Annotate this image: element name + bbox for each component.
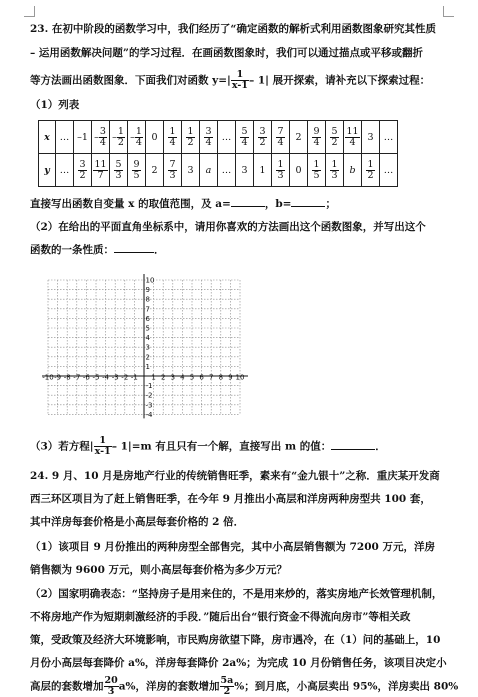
- q23-part2-b: 函数的一条性质： ．: [30, 244, 165, 256]
- table-x-cell: …: [218, 121, 236, 154]
- q24-p2-c: 策，受政策及经济大环境影响，市民购房欲望下降，房市遇冷，在（1）问的基础上，10: [30, 634, 441, 646]
- y-tick-label: -4: [145, 410, 153, 419]
- y-tick-label: 10: [145, 276, 155, 285]
- y-tick-label: 6: [145, 314, 150, 323]
- x-tick-label: 10: [235, 373, 245, 382]
- table-y-cell: a: [200, 154, 218, 187]
- y-tick-label: 4: [145, 334, 150, 343]
- x-tick-label: -9: [54, 373, 62, 382]
- table-y-cell: $\frac{1}{5}$: [308, 154, 326, 187]
- y-tick-label: 3: [145, 343, 150, 352]
- q24-line3: 其中洋房每套价格是小高层每套价格的 2 倍．: [30, 516, 245, 528]
- q23-line2: – 运用函数解决问题”的学习过程．在画函数图象时，我们可以通过描点或平移或翻折: [30, 47, 423, 59]
- x-tick-label: 8: [218, 373, 224, 382]
- q23-part3: （3）若方程| $\frac{1}{x-1}$ – 1|=m 有且只有一个解，直接写出 m 的值： ．: [30, 435, 386, 457]
- table-x-cell: $\frac{9}{4}$: [308, 121, 326, 154]
- x-tick-label: -10: [42, 373, 54, 382]
- x-tick-label: -8: [63, 373, 71, 382]
- table-y-cell: $\frac{1}{2}$: [362, 154, 380, 187]
- table-y-label: y: [39, 154, 56, 187]
- q24-line2: 西三环区项目为了赶上销售旺季，在今年 9 月推出小高层和洋房两种房型共 100 套，: [30, 493, 431, 505]
- x-tick-label: 6: [199, 373, 204, 382]
- table-x-cell: $\frac{11}{4}$: [344, 121, 362, 154]
- x-tick-label: -2: [121, 373, 129, 382]
- table-x-cell: 2: [290, 121, 308, 154]
- corner-mark-right: [443, 6, 454, 17]
- table-x-cell: …: [380, 121, 398, 154]
- x-tick-label: -1: [130, 373, 138, 382]
- coordinate-grid: [36, 270, 276, 430]
- y-tick-label: -2: [145, 391, 153, 400]
- table-y-cell: 2: [146, 154, 164, 187]
- table-y-cell: b: [344, 154, 362, 187]
- q23-part2-a: （2）在给出的平面直角坐标系中，请用你喜欢的方法画出这个函数图象，并写出这个: [30, 221, 426, 233]
- table-y-cell: $\frac{7}{3}$: [164, 154, 182, 187]
- answer-blank-m[interactable]: [331, 439, 375, 450]
- q24-p2-b: 不将房地产作为短期刺激经济的手段．”随后出台“银行资金不得流向房市”等相关政: [30, 611, 411, 623]
- y-tick-label: 5: [145, 324, 150, 333]
- table-y-cell: …: [380, 154, 398, 187]
- q24-p2-d: 月份小高层每套降价 a%，洋房每套降价 2a%；为完成 10 月份销售任务，该项目决定小: [30, 657, 447, 669]
- table-y-cell: 1: [254, 154, 272, 187]
- table-y-cell: $\frac{11}{7}$: [92, 154, 110, 187]
- q23-line1: 23. 在初中阶段的函数学习中，我们经历了“确定函数的解析式利用函数图象研究其性质: [30, 23, 436, 35]
- table-y-cell: 3: [236, 154, 254, 187]
- table-y-cell: $\frac{1}{3}$: [272, 154, 290, 187]
- table-x-cell: $\frac{1}{2}$: [182, 121, 200, 154]
- table-x-cell: 0: [146, 121, 164, 154]
- table-y-cell: $\frac{3}{2}$: [74, 154, 92, 187]
- table-x-cell: – $\frac{1}{2}$: [110, 121, 128, 154]
- table-y-cell: 3: [182, 154, 200, 187]
- x-tick-label: -6: [82, 373, 90, 382]
- x-tick-label: 4: [180, 373, 185, 382]
- y-tick-label: -1: [145, 382, 153, 391]
- x-tick-label: 9: [228, 373, 233, 382]
- y-tick-label: 9: [145, 286, 150, 295]
- table-x-cell: $\frac{5}{4}$: [236, 121, 254, 154]
- x-tick-label: -4: [102, 373, 110, 382]
- table-x-cell: $\frac{3}{2}$: [254, 121, 272, 154]
- y-tick-label: 7: [145, 305, 150, 314]
- corner-mark-left: [24, 6, 35, 17]
- table-x-cell: – $\frac{1}{4}$: [128, 121, 146, 154]
- y-tick-label: -3: [145, 401, 153, 410]
- x-tick-label: 5: [189, 373, 195, 382]
- table-y-cell: …: [218, 154, 236, 187]
- y-tick-label: 8: [145, 295, 150, 304]
- y-tick-label: 1: [145, 362, 150, 371]
- x-tick-label: -7: [73, 373, 81, 382]
- q24-p2-e: 高层的套数增加 $\frac{20}{3}$ a%，洋房的套数增加 $\frac{5a}{2}$ %；到月底，小高层卖出 95%，洋房卖出 80%: [30, 675, 459, 697]
- table-x-cell: –1: [74, 121, 92, 154]
- table-x-cell: …: [56, 121, 74, 154]
- answer-blank-property[interactable]: [114, 242, 154, 253]
- table-y-cell: $\frac{1}{3}$: [326, 154, 344, 187]
- table-x-cell: – $\frac{3}{4}$: [92, 121, 110, 154]
- table-x-cell: $\frac{3}{4}$: [200, 121, 218, 154]
- answer-blank-b[interactable]: [291, 196, 325, 207]
- q24-p1-b: 销售额为 9600 万元，则小高层每套价格为多少万元？: [30, 564, 288, 576]
- x-tick-label: 7: [208, 373, 214, 382]
- table-y-cell: $\frac{5}{3}$: [110, 154, 128, 187]
- table-y-cell: …: [56, 154, 74, 187]
- x-tick-label: 2: [160, 373, 166, 382]
- table-y-cell: $\frac{9}{5}$: [128, 154, 146, 187]
- table-x-cell: 3: [362, 121, 380, 154]
- answer-blank-a[interactable]: [231, 196, 265, 207]
- q24-line1: 24. 9 月、10 月是房地产行业的传统销售旺季，素来有“金九银十”之称．重庆某开发商: [30, 470, 440, 482]
- x-tick-label: -3: [111, 373, 119, 382]
- table-y-cell: 0: [290, 154, 308, 187]
- y-tick-label: 2: [145, 353, 150, 362]
- q23-line3: 等方法画出函数图象．下面我们对函数 y=| $\frac{1}{x-1}$ – 1| 展开探索，请补充以下探索过程：: [30, 69, 431, 91]
- table-x-cell: $\frac{7}{4}$: [272, 121, 290, 154]
- table-x-cell: $\frac{5}{2}$: [326, 121, 344, 154]
- q24-p1-a: （1）该项目 9 月份推出的两种房型全部售完，其中小高层销售额为 7200 万元，洋房: [30, 541, 435, 553]
- table-x-cell: $\frac{1}{4}$: [164, 121, 182, 154]
- q24-p2-a: （2）国家明确表态：“坚持房子是用来住的，不是用来炒的，落实房地产长效管理机制，: [30, 588, 443, 600]
- x-tick-label: 1: [151, 373, 156, 382]
- table-x-label: x: [39, 121, 56, 154]
- q23-after-table: 直接写出函数自变量 x 的取值范围，及 a= ，b= ；: [30, 198, 336, 210]
- q23-part1-label: （1）列表: [30, 99, 80, 111]
- x-tick-label: 3: [170, 373, 176, 382]
- x-tick-label: -5: [92, 373, 100, 382]
- value-table: [38, 120, 398, 187]
